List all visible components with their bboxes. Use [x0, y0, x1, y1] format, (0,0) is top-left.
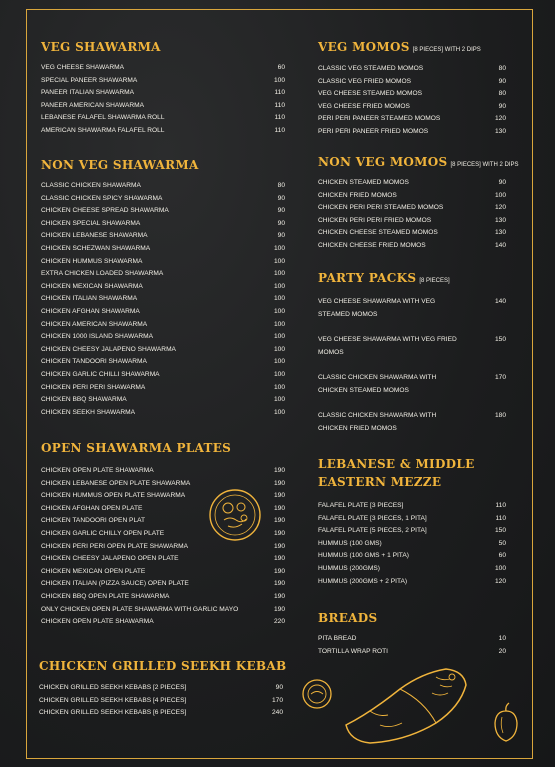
menu-item-price: 170 — [494, 374, 506, 381]
menu-item-name: CHICKEN MEXICAN OPEN PLATE — [41, 567, 146, 575]
menu-item — [39, 695, 283, 708]
menu-item-price: 110 — [495, 502, 506, 509]
menu-item — [318, 563, 506, 576]
item-list — [41, 62, 285, 138]
menu-item-name: CHICKEN SPECIAL SHAWARMA — [41, 219, 141, 227]
menu-item — [41, 87, 285, 100]
menu-item — [41, 604, 285, 617]
menu-item-name: CHICKEN ITALIAN (PIZZA SAUCE) OPEN PLATE — [41, 580, 189, 588]
item-list — [39, 682, 283, 720]
menu-item-price: 90 — [498, 179, 506, 186]
menu-item — [318, 190, 506, 203]
menu-item-name: VEG CHEESE SHAWARMA WITH VEG STEAMED MOMOS — [318, 298, 436, 318]
menu-item-name: CHICKEN LEBANESE SHAWARMA — [41, 232, 148, 240]
menu-item — [41, 344, 285, 357]
menu-item-name: CHICKEN SCHEZWAN SHAWARMA — [41, 244, 151, 252]
menu-item-price: 100 — [494, 564, 506, 572]
menu-item-name: CLASSIC CHICKEN SHAWARMA WITH CHICKEN STEAMED MOMOS — [318, 374, 437, 394]
menu-item-name: CLASSIC CHICKEN SPICY SHAWARMA — [41, 194, 163, 202]
menu-item — [41, 268, 285, 281]
menu-item — [41, 112, 285, 125]
menu-item-name: CHICKEN OPEN PLATE SHAWARMA — [41, 467, 154, 474]
menu-item — [318, 63, 506, 76]
menu-item-name: TORTILLA WRAP ROTI — [318, 647, 388, 655]
menu-item-price: 130 — [494, 216, 506, 224]
menu-item-name: HUMMUS (100 GMS) — [318, 539, 382, 547]
menu-item-price: 190 — [273, 529, 285, 537]
section-title — [318, 155, 519, 172]
menu-item-name: CHICKEN MEXICAN SHAWARMA — [41, 282, 143, 290]
menu-item-price: 190 — [273, 555, 285, 563]
menu-item — [39, 707, 283, 720]
menu-item — [41, 369, 285, 382]
menu-item-name: CHICKEN GRILLED SEEKH KEBABS [4 PIECES] — [39, 696, 187, 704]
menu-item-price: 190 — [273, 592, 285, 600]
section-note: [8 PIECES] — [419, 278, 450, 284]
menu-item-name: VEG CHEESE SHAWARMA WITH VEG FRIED MOMOS — [318, 336, 457, 356]
menu-item-price: 90 — [275, 684, 283, 691]
menu-item-price: 100 — [273, 383, 285, 391]
menu-item — [318, 296, 506, 334]
section-title-line1: LEBANESE & MIDDLE — [318, 457, 475, 471]
menu-item — [318, 334, 506, 372]
menu-item-price: 60 — [277, 64, 285, 71]
menu-item — [41, 281, 285, 294]
menu-item — [318, 101, 506, 114]
section-open-shawarma-plates — [41, 441, 285, 626]
menu-item-name: CHICKEN HUMMUS SHAWARMA — [41, 257, 143, 265]
menu-item — [318, 525, 506, 538]
menu-item-name: CHICKEN SEEKH SHAWARMA — [41, 408, 136, 416]
menu-item-name: CHICKEN BBQ OPEN PLATE SHAWARMA — [41, 592, 170, 600]
menu-item-name: CHICKEN OPEN PLATE SHAWARMA — [41, 618, 154, 626]
menu-item — [41, 125, 285, 138]
menu-item-name: CHICKEN PERI PERI FRIED MOMOS — [318, 216, 432, 224]
menu-item-name: FALAFEL PLATE [3 PIECES, 1 PITA] — [318, 514, 427, 522]
item-list — [41, 180, 285, 419]
menu-item-price: 100 — [273, 270, 285, 278]
menu-item-price: 60 — [498, 552, 506, 560]
menu-item-name: CHICKEN 1000 ISLAND SHAWARMA — [41, 333, 153, 341]
menu-item-name: CHICKEN PERI PERI STEAMED MOMOS — [318, 204, 444, 212]
menu-item-name: PITA BREAD — [318, 635, 357, 642]
menu-item-name: FALAFEL PLATE [3 PIECES] — [318, 502, 404, 509]
menu-item-price: 190 — [273, 479, 285, 487]
menu-item-price: 180 — [494, 412, 506, 419]
menu-item-price: 190 — [273, 567, 285, 575]
menu-item — [41, 578, 285, 591]
menu-item-price: 90 — [277, 219, 285, 227]
menu-item-price: 100 — [273, 257, 285, 265]
menu-item — [318, 538, 506, 551]
section-title: BREADS — [318, 611, 378, 625]
menu-item — [41, 62, 285, 75]
menu-item — [41, 591, 285, 604]
menu-item — [318, 500, 506, 513]
menu-item-name: PANEER ITALIAN SHAWARMA — [41, 89, 135, 97]
menu-item — [41, 230, 285, 243]
menu-item-name: CHICKEN AFGHAN OPEN PLATE — [41, 504, 143, 512]
menu-item-price: 100 — [273, 307, 285, 315]
menu-item-price: 120 — [494, 115, 506, 123]
menu-item-name: CHICKEN ITALIAN SHAWARMA — [41, 295, 138, 303]
menu-item-price: 90 — [277, 232, 285, 240]
item-list — [318, 296, 506, 448]
menu-item — [41, 75, 285, 88]
menu-item — [41, 465, 285, 478]
menu-item-price: 190 — [273, 542, 285, 550]
menu-item — [41, 306, 285, 319]
menu-item-name: VEG CHEESE SHAWARMA — [41, 64, 125, 71]
menu-item — [318, 372, 506, 410]
menu-item — [318, 410, 506, 448]
menu-item — [318, 550, 506, 563]
plate-illustration-icon — [208, 488, 262, 542]
menu-item-name: CHICKEN TANDOORI OPEN PLAT — [41, 517, 146, 525]
menu-item — [41, 205, 285, 218]
menu-item-price: 20 — [498, 647, 506, 655]
section-note: [8 PIECES] WITH 2 DIPS — [450, 162, 519, 168]
menu-item-name: VEG CHEESE FRIED MOMOS — [318, 102, 410, 110]
menu-item-price: 100 — [273, 333, 285, 341]
menu-item — [41, 407, 285, 420]
menu-item-name: CHICKEN PERI PERI SHAWARMA — [41, 383, 146, 391]
section-title-text: NON VEG MOMOS — [318, 155, 448, 169]
menu-item-price: 50 — [498, 539, 506, 547]
section-party-packs — [318, 271, 506, 432]
menu-item-price: 90 — [277, 194, 285, 202]
menu-item-name: CHICKEN CHEESE FRIED MOMOS — [318, 241, 426, 249]
section-title — [318, 271, 506, 288]
menu-item — [318, 576, 506, 589]
menu-item — [41, 293, 285, 306]
menu-item-price: 100 — [273, 76, 285, 84]
menu-item-price: 110 — [495, 514, 506, 522]
menu-item-price: 80 — [277, 182, 285, 189]
menu-item — [41, 331, 285, 344]
item-list — [318, 500, 506, 588]
section-lebanese-mezze — [318, 457, 506, 585]
menu-item-name: PANEER AMERICAN SHAWARMA — [41, 101, 145, 109]
menu-item-price: 100 — [273, 370, 285, 378]
item-list — [318, 633, 506, 658]
menu-item-price: 80 — [498, 65, 506, 72]
menu-item-price: 100 — [273, 358, 285, 366]
menu-item — [41, 218, 285, 231]
menu-item-price: 100 — [273, 295, 285, 303]
menu-item-name: CHICKEN GRILLED SEEKH KEBABS [2 PIECES] — [39, 684, 187, 691]
menu-item-name: HUMMUS (200GMS + 2 PITA) — [318, 577, 408, 585]
menu-item-price: 120 — [494, 204, 506, 212]
menu-item — [318, 240, 506, 253]
menu-item-price: 190 — [273, 605, 285, 613]
menu-item-name: ONLY CHICKEN OPEN PLATE SHAWARMA WITH GARLIC MAYO — [41, 605, 239, 613]
menu-item — [41, 382, 285, 395]
menu-item — [318, 646, 506, 659]
menu-item — [318, 633, 506, 646]
menu-item-name: CHICKEN HUMMUS OPEN PLATE SHAWARMA — [41, 492, 186, 500]
section-veg-shawarma — [41, 40, 285, 134]
menu-item-name: LEBANESE FALAFEL SHAWARMA ROLL — [41, 114, 165, 122]
menu-item-price: 170 — [271, 696, 283, 704]
section-title: CHICKEN GRILLED SEEKH KEBAB — [39, 659, 287, 673]
menu-item-price: 110 — [274, 126, 285, 134]
menu-item — [318, 202, 506, 215]
section-title — [318, 40, 506, 57]
menu-item-name: CHICKEN BBQ SHAWARMA — [41, 396, 127, 404]
menu-item — [318, 88, 506, 101]
menu-item-name: PERI PERI PANEER FRIED MOMOS — [318, 127, 429, 135]
menu-item-price: 130 — [494, 127, 506, 135]
menu-item — [41, 566, 285, 579]
menu-item-price: 80 — [498, 90, 506, 98]
menu-item-price: 190 — [273, 467, 285, 474]
menu-item-name: SPECIAL PANEER SHAWARMA — [41, 76, 138, 84]
menu-item — [41, 256, 285, 269]
menu-item-name: CHICKEN CHEESY JALAPENO SHAWARMA — [41, 345, 176, 353]
menu-item-name: FALAFEL PLATE [5 PIECES, 2 PITA] — [318, 527, 427, 535]
menu-item-name: CHICKEN AFGHAN SHAWARMA — [41, 307, 140, 315]
menu-item-name: CLASSIC CHICKEN SHAWARMA — [41, 182, 141, 189]
menu-item — [318, 177, 506, 190]
menu-item-name: CHICKEN PERI PERI OPEN PLATE SHAWARMA — [41, 542, 189, 550]
menu-item-name: CHICKEN CHEESE SPREAD SHAWARMA — [41, 207, 169, 215]
menu-item-name: VEG CHEESE STEAMED MOMOS — [318, 90, 423, 98]
menu-item — [41, 243, 285, 256]
menu-item-price: 190 — [273, 517, 285, 525]
menu-item-name: AMERICAN SHAWARMA FALAFEL ROLL — [41, 126, 165, 134]
menu-item — [318, 215, 506, 228]
menu-item-name: CHICKEN FRIED MOMOS — [318, 191, 397, 199]
menu-item-price: 190 — [273, 492, 285, 500]
menu-item-price: 100 — [273, 244, 285, 252]
menu-item-price: 130 — [494, 229, 506, 237]
menu-item-name: HUMMUS (100 GMS + 1 PITA) — [318, 552, 409, 560]
menu-item-price: 110 — [274, 89, 285, 97]
menu-item-price: 90 — [498, 77, 506, 85]
menu-item-name: CHICKEN GRILLED SEEKH KEBABS [6 PIECES] — [39, 709, 187, 717]
menu-item-name: CHICKEN GARLIC CHILLY OPEN PLATE — [41, 529, 165, 537]
menu-item — [41, 319, 285, 332]
section-veg-momos — [318, 40, 506, 135]
menu-item-price: 10 — [498, 635, 506, 642]
menu-item — [318, 126, 506, 139]
menu-item — [41, 553, 285, 566]
section-title-text: PARTY PACKS — [318, 271, 417, 285]
menu-item-name: CHICKEN CHEESY JALAPENO OPEN PLATE — [41, 555, 179, 563]
menu-item-price: 100 — [273, 282, 285, 290]
menu-item-name: CHICKEN LEBANESE OPEN PLATE SHAWARMA — [41, 479, 191, 487]
menu-item — [39, 682, 283, 695]
section-non-veg-shawarma — [41, 158, 285, 416]
menu-item-price: 140 — [494, 241, 506, 249]
menu-item — [318, 76, 506, 89]
section-breads — [318, 611, 506, 655]
menu-item-price: 190 — [273, 580, 285, 588]
section-title: VEG SHAWARMA — [41, 40, 161, 54]
menu-item-price: 100 — [273, 345, 285, 353]
menu-item — [318, 113, 506, 126]
menu-item-price: 100 — [273, 396, 285, 404]
menu-item-price: 190 — [273, 504, 285, 512]
pepper-illustration-icon — [491, 701, 521, 743]
menu-item-price: 240 — [271, 709, 283, 717]
menu-item-name: CHICKEN TANDOORI SHAWARMA — [41, 358, 147, 366]
menu-item — [318, 227, 506, 240]
menu-item-price: 90 — [498, 102, 506, 110]
menu-item-name: CHICKEN STEAMED MOMOS — [318, 179, 409, 186]
menu-item-price: 100 — [273, 408, 285, 416]
menu-item-name: CLASSIC CHICKEN SHAWARMA WITH CHICKEN FRIED MOMOS — [318, 412, 437, 432]
menu-item — [318, 513, 506, 526]
menu-item — [41, 394, 285, 407]
menu-item-price: 110 — [274, 101, 285, 109]
menu-item-price: 100 — [273, 320, 285, 328]
menu-item-name: HUMMUS (200GMS) — [318, 564, 380, 572]
menu-item-price: 150 — [494, 527, 506, 535]
section-title-line2: EASTERN MEZZE — [318, 475, 442, 489]
section-title: OPEN SHAWARMA PLATES — [41, 441, 232, 455]
item-list — [318, 63, 506, 139]
menu-item-price: 140 — [494, 298, 506, 305]
menu-item-price: 100 — [494, 191, 506, 199]
menu-item-name: CLASSIC VEG FRIED MOMOS — [318, 77, 412, 85]
menu-item-name: CHICKEN AMERICAN SHAWARMA — [41, 320, 148, 328]
section-title: NON VEG SHAWARMA — [41, 158, 199, 172]
menu-item-name: CHICKEN CHEESE STEAMED MOMOS — [318, 229, 438, 237]
menu-item-name: PERI PERI PANEER STEAMED MOMOS — [318, 115, 441, 123]
menu-item-price: 90 — [277, 207, 285, 215]
menu-item — [41, 100, 285, 113]
menu-item-price: 120 — [494, 577, 506, 585]
section-non-veg-momos — [318, 155, 519, 249]
section-chicken-grilled-seekh-kebab — [39, 659, 287, 717]
menu-item-name: CHICKEN GARLIC CHILLI SHAWARMA — [41, 370, 160, 378]
shawarma-wrap-illustration-icon — [340, 663, 472, 745]
menu-item-price: 150 — [494, 336, 506, 343]
bowl-illustration-icon — [301, 678, 333, 710]
item-list — [318, 177, 506, 253]
menu-item — [41, 616, 285, 629]
menu-item-name: EXTRA CHICKEN LOADED SHAWARMA — [41, 270, 164, 278]
menu-item — [41, 356, 285, 369]
section-title-text: VEG MOMOS — [318, 40, 410, 54]
menu-item-price: 220 — [273, 618, 285, 626]
section-note: [8 PIECES] WITH 2 DIPS — [412, 47, 481, 53]
menu-item — [41, 193, 285, 206]
menu-item — [41, 541, 285, 554]
menu-item-name: CLASSIC VEG STEAMED MOMOS — [318, 65, 424, 72]
menu-item-price: 110 — [274, 114, 285, 122]
menu-item — [41, 180, 285, 193]
